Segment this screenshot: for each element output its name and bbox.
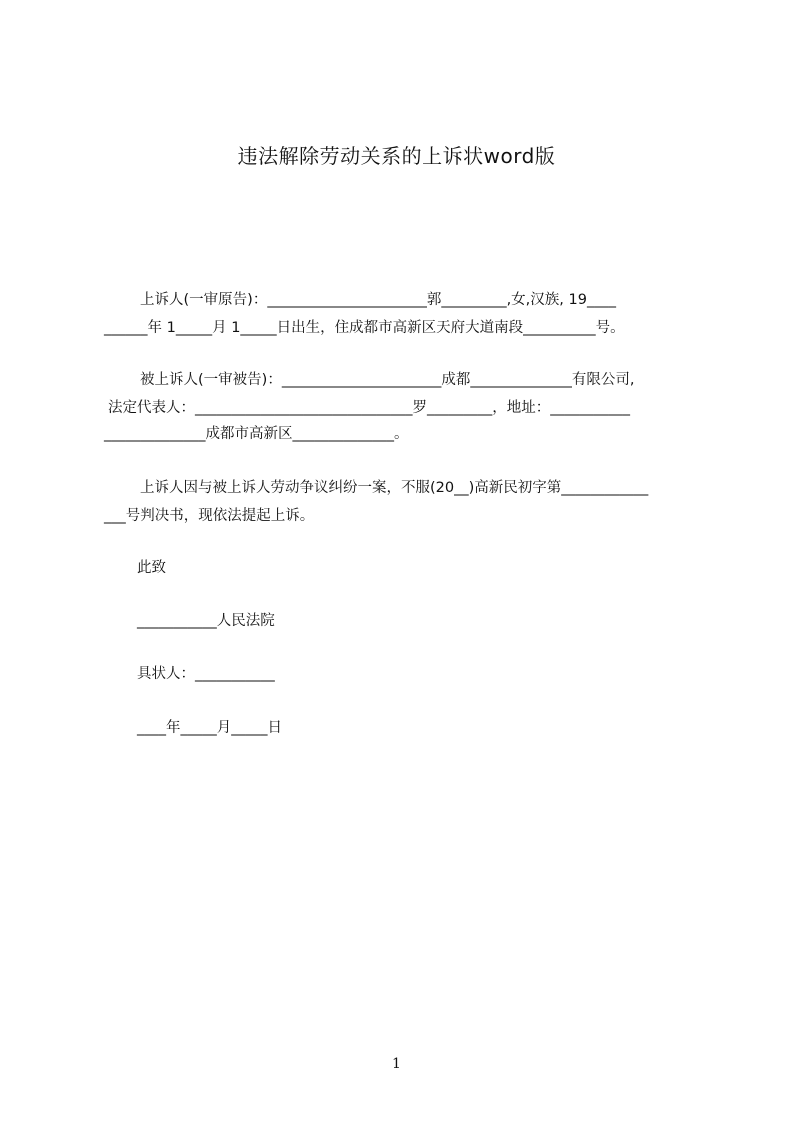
statement-line-2: ___号判决书，现依法提起上诉。 [104, 508, 315, 524]
statement-line-1: 上诉人因与被上诉人劳动争议纠纷一案，不服(20__)高新民初字第____________ [140, 480, 649, 496]
document-title: 违法解除劳动关系的上诉状word版 [237, 144, 556, 168]
appellee-line-2: 法定代表人：______________________________罗_________，地址：___________ [108, 400, 630, 416]
page-number: 1 [392, 1056, 401, 1072]
appellee-line-1: 被上诉人(一审被告)：______________________成都______________有限公司, [140, 372, 635, 388]
appellee-line-3: ______________成都市高新区______________。 [104, 426, 409, 442]
court-line: ___________人民法院 [137, 613, 275, 629]
appellant-line-1: 上诉人(一审原告)：______________________郭_________,女,汉族, 19____ [140, 292, 616, 308]
date-line: ____年_____月_____日 [137, 720, 282, 736]
appellant-line-2: ______年 1_____月 1_____日出生，住成都市高新区天府大道南段__________号。 [104, 320, 625, 336]
signer-line: 具状人：___________ [137, 666, 275, 682]
salutation: 此致 [137, 560, 166, 576]
